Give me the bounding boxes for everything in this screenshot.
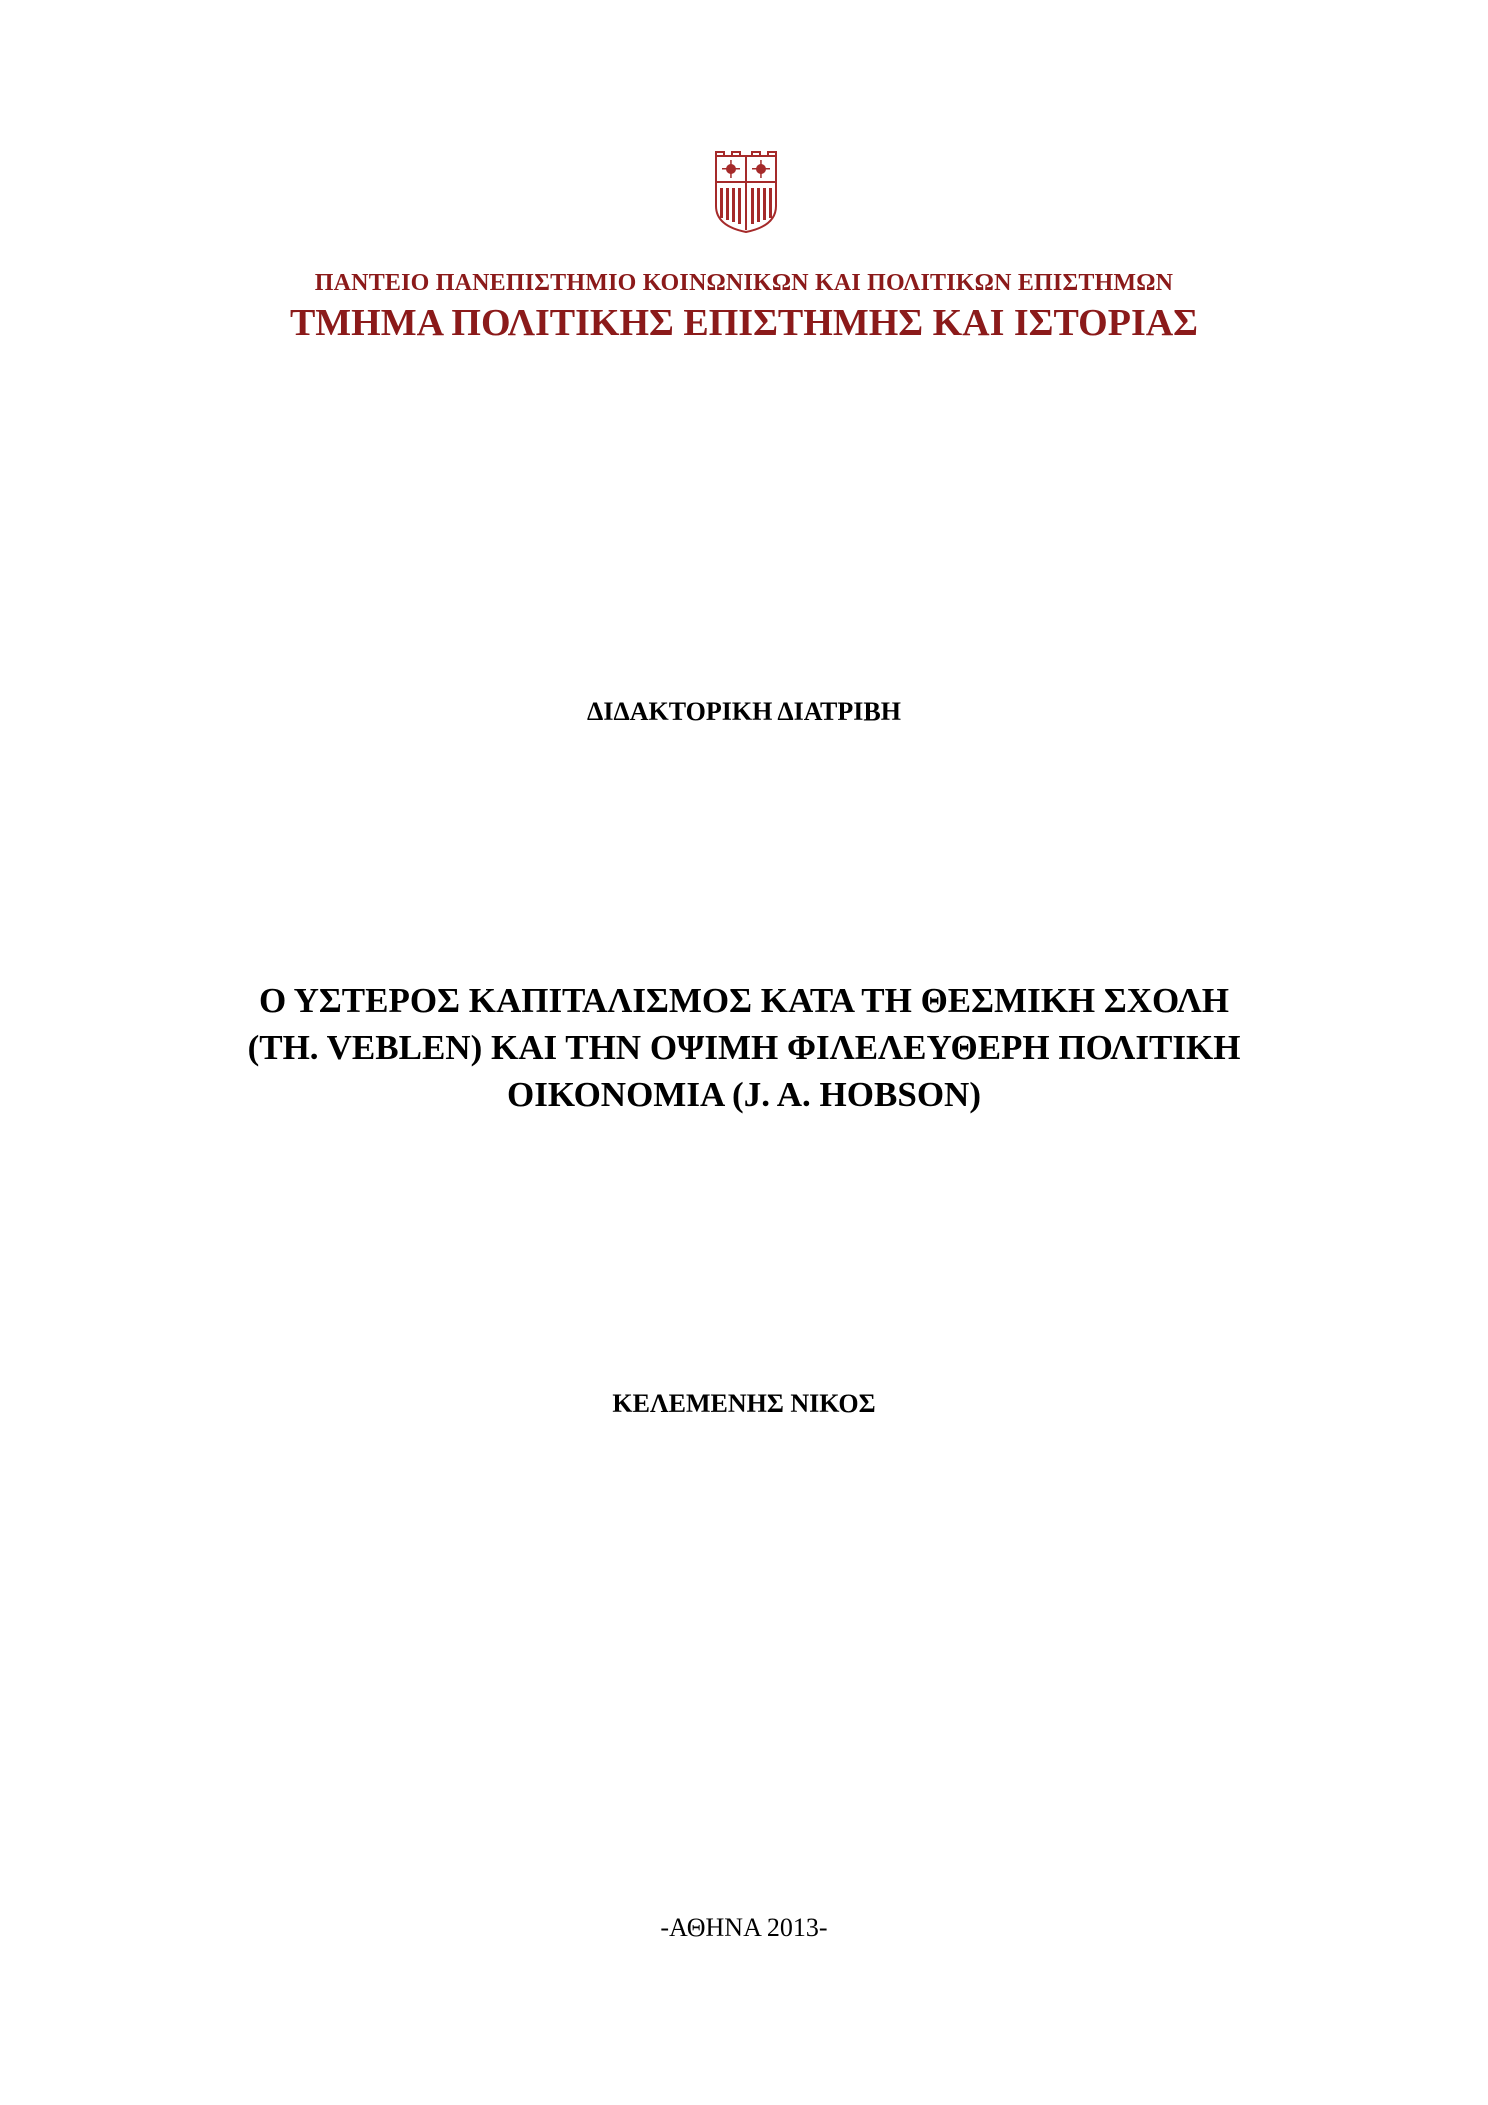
- thesis-title-line: ΟΙΚΟΝΟΜΙΑ (J. A. HOBSON): [507, 1075, 981, 1114]
- university-crest-icon: [712, 150, 780, 234]
- thesis-title-line: (TH. VEBLEN) ΚΑΙ ΤΗΝ ΟΨΙΜΗ ΦΙΛΕΛΕΥΘΕΡΗ ΠΟΛΙΤΙΚΗ: [247, 1028, 1241, 1067]
- document-type: ΔΙΔΑΚΤΟΡΙΚΗ ΔΙΑΤΡΙΒΗ: [587, 697, 901, 726]
- university-name: ΠΑΝΤΕΙΟ ΠΑΝΕΠΙΣΤΗΜΙΟ ΚΟΙΝΩΝΙΚΩΝ ΚΑΙ ΠΟΛΙΤΙΚΩΝ ΕΠΙΣΤΗΜΩΝ: [314, 270, 1174, 296]
- place-date: -ΑΘΗΝΑ 2013-: [660, 1913, 828, 1942]
- department-name: ΤΜΗΜΑ ΠΟΛΙΤΙΚΗΣ ΕΠΙΣΤΗΜΗΣ ΚΑΙ ΙΣΤΟΡΙΑΣ: [289, 302, 1199, 344]
- thesis-title: [0, 977, 1488, 1118]
- author-name: ΚΕΛΕΜΕΝΗΣ ΝΙΚΟΣ: [612, 1389, 876, 1418]
- thesis-title-line: Ο ΥΣΤΕΡΟΣ ΚΑΠΙΤΑΛΙΣΜΟΣ ΚΑΤΑ ΤΗ ΘΕΣΜΙΚΗ ΣΧΟΛΗ: [258, 981, 1230, 1020]
